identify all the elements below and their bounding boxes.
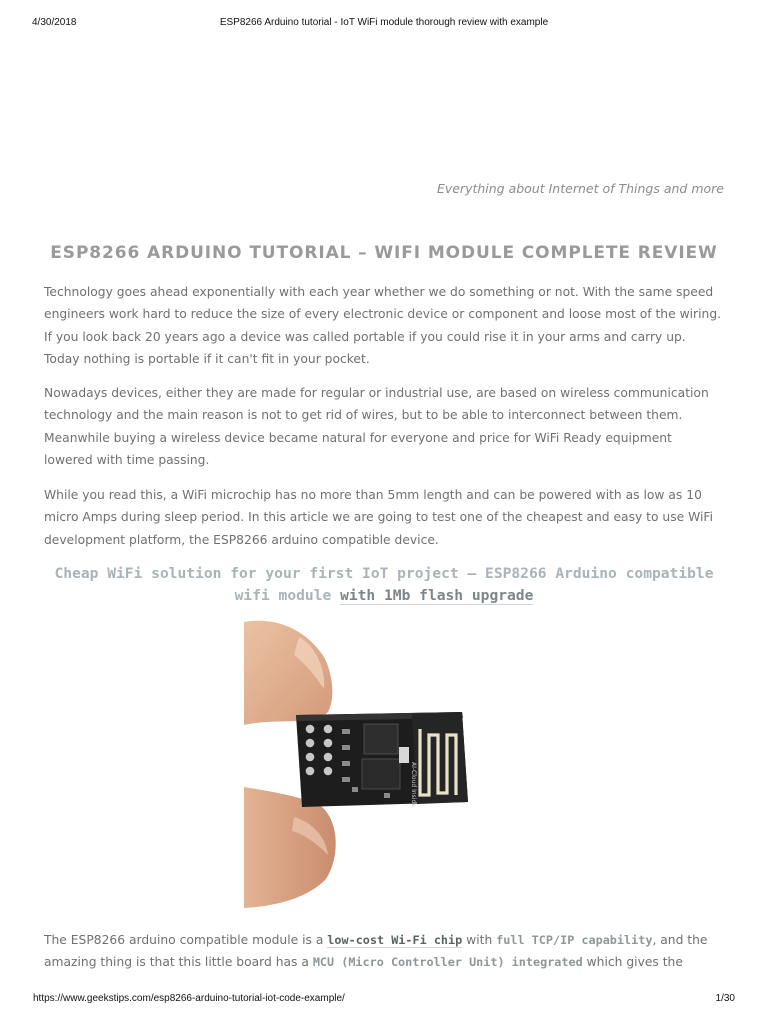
- paragraph-4: [44, 929, 724, 974]
- p4-text-3: , and the amazing thing is that this little board has a: [44, 933, 708, 970]
- tcp-ip-capability-text: full TCP/IP capability: [496, 933, 653, 947]
- section-heading-text: Cheap WiFi solution for your first IoT project – ESP8266 Arduino compatible wifi module: [54, 565, 714, 604]
- print-title: ESP8266 Arduino tutorial - IoT WiFi module thorough review with example: [219, 17, 549, 28]
- print-url: https://www.geekstips.com/esp8266-arduino-tutorial-iot-code-example/: [33, 993, 345, 1004]
- print-footer: [0, 993, 768, 1009]
- paragraph-2: Nowadays devices, either they are made for regular or industrial use, are based on wireless communication technology and the main reason is not to get rid of wires, but to be able to interconnect between them. Meanwhile buying a wireless device became natural for everyone and price for WiFi Ready equipment lowered with time passing.: [44, 386, 709, 467]
- esp8266-module-photo: [244, 617, 515, 908]
- low-cost-wifi-chip-link[interactable]: low-cost Wi-Fi chip: [327, 933, 463, 947]
- flash-upgrade-link[interactable]: with 1Mb flash upgrade: [340, 587, 534, 604]
- site-tagline: Everything about Internet of Things and more: [436, 181, 724, 196]
- paragraph-1: Technology goes ahead exponentially with each year whether we do something or not. With the same speed engineers work hard to reduce the size of every electronic device or component and loose most of the wiring. If you look back 20 years ago a device was called portable if you could rise it in your arms and carry up. Today nothing is portable if it can't fit in your pocket.: [44, 285, 722, 366]
- paragraph-3: While you read this, a WiFi microchip has no more than 5mm length and can be powered with as low as 10 micro Amps during sleep period. In this article we are going to test one of the cheapest and easy to use WiFi development platform, the ESP8266 arduino compatible device.: [44, 488, 714, 547]
- p4-text-1: The ESP8266 arduino compatible module is a: [44, 933, 328, 947]
- section-heading: [40, 563, 728, 607]
- p4-text-2: with: [462, 933, 497, 947]
- board-label: AI-Cloud Inside: [410, 762, 417, 807]
- article-title: ESP8266 ARDUINO TUTORIAL – WIFI MODULE COMPLETE REVIEW: [50, 243, 718, 263]
- esp8266-board: [296, 712, 468, 807]
- print-header: [0, 17, 768, 33]
- p4-text-4: which gives the: [582, 955, 683, 970]
- mcu-integrated-text: MCU (Micro Controller Unit) integrated: [312, 955, 583, 970]
- page-number: 1/30: [715, 993, 735, 1004]
- print-date: 4/30/2018: [32, 17, 77, 28]
